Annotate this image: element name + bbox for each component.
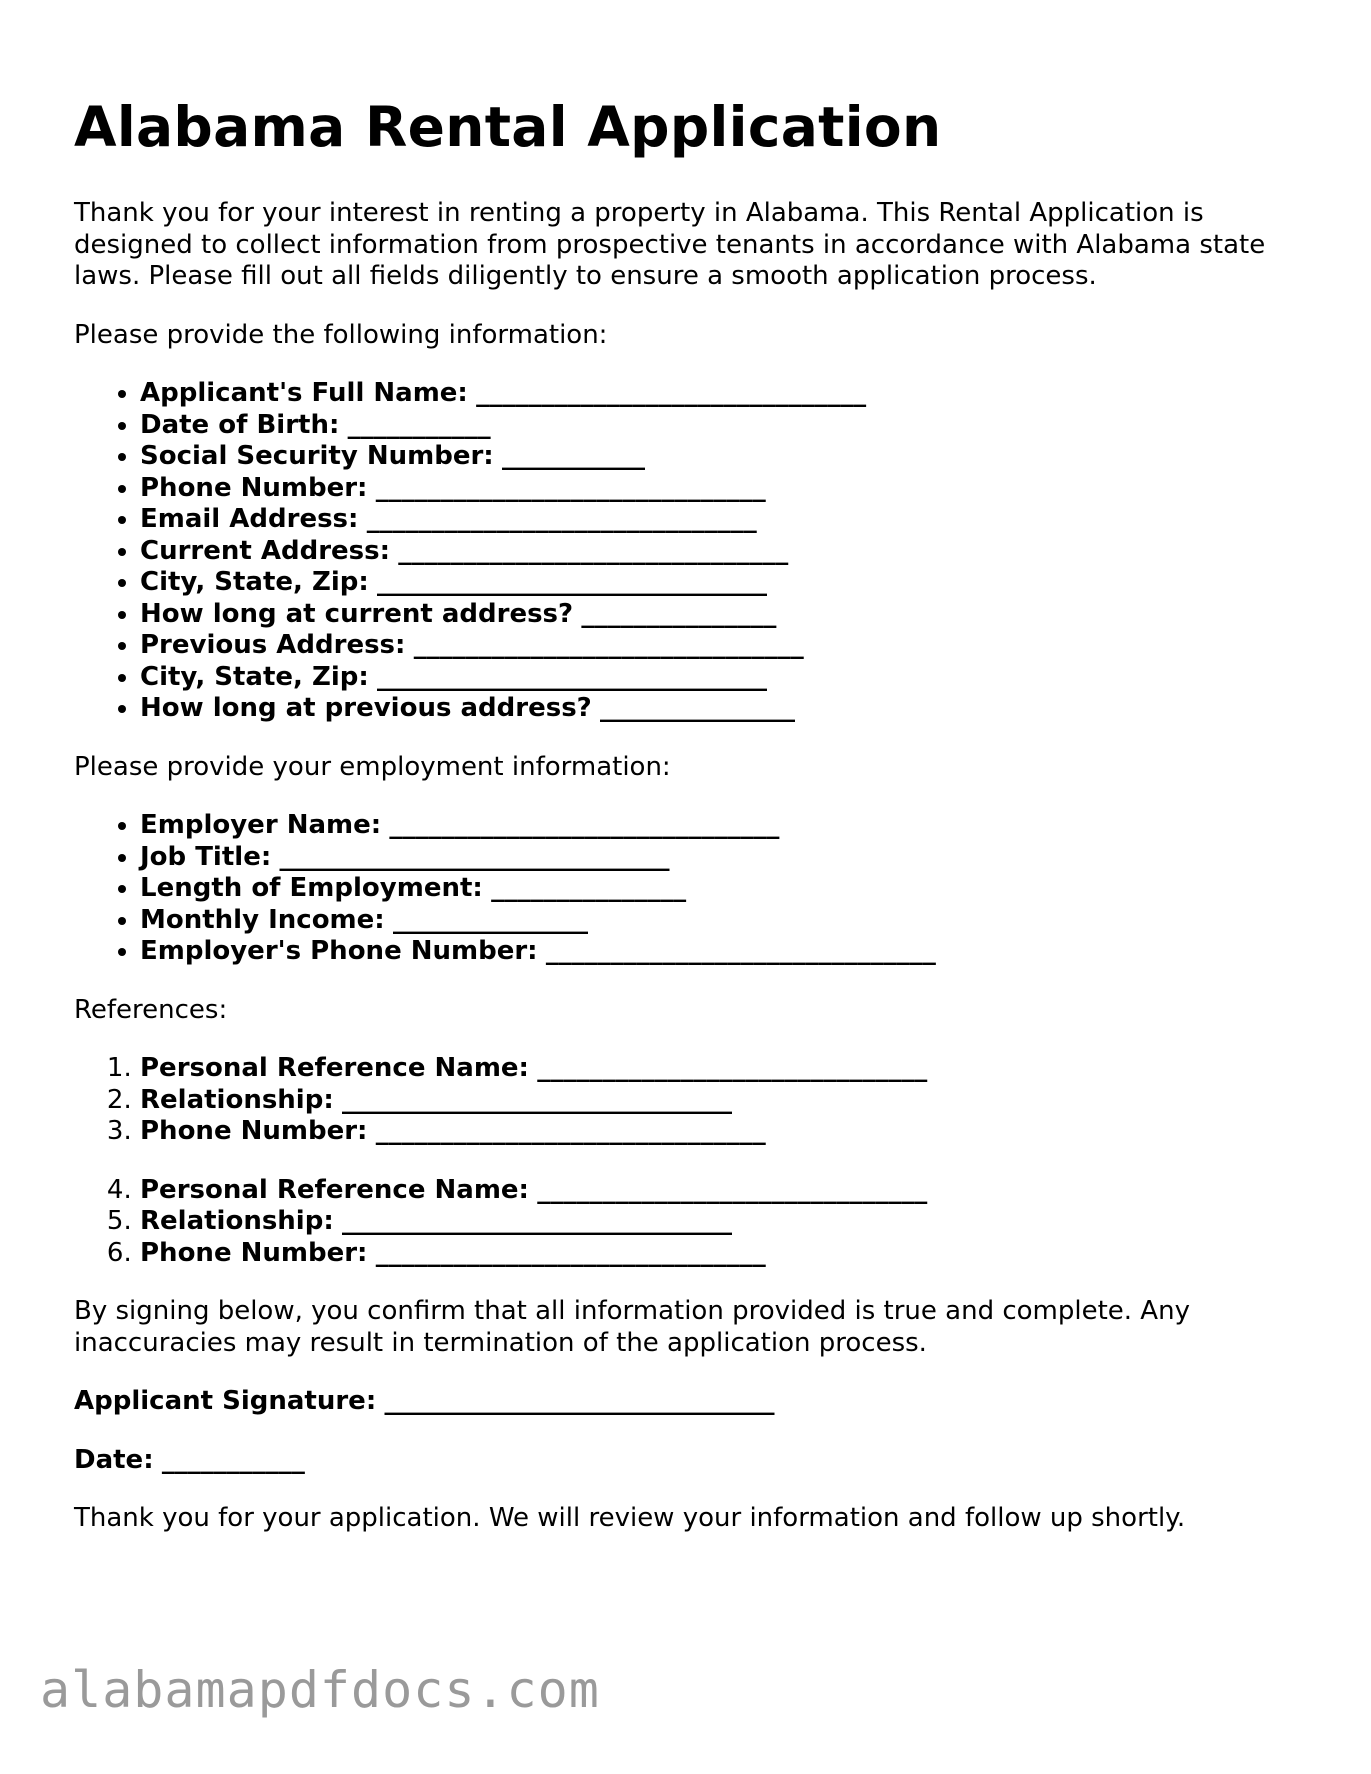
field-email-address bbox=[140, 504, 1304, 536]
field-current-address bbox=[140, 536, 1304, 568]
field-monthly-income bbox=[140, 905, 1304, 937]
field-label: Applicant's Full Name: bbox=[140, 378, 468, 408]
references-list-1 bbox=[74, 1053, 1304, 1148]
field-reference-name bbox=[140, 1175, 1304, 1207]
field-employer-phone bbox=[140, 936, 1304, 968]
signature-blank[interactable]: ______________________________ bbox=[384, 1386, 775, 1416]
field-label: Phone Number: bbox=[140, 1116, 368, 1146]
field-label: How long at current address? bbox=[140, 598, 574, 629]
field-ssn bbox=[140, 441, 1304, 473]
field-reference-phone bbox=[140, 1116, 1304, 1148]
field-length-of-employment bbox=[140, 873, 1304, 905]
fill-blank[interactable]: ______________________________ bbox=[342, 1206, 732, 1236]
field-label: Monthly Income: bbox=[140, 904, 385, 935]
fill-blank[interactable]: _______________ bbox=[600, 693, 796, 723]
employment-heading: Please provide your employment information: bbox=[74, 751, 671, 782]
field-label: Employer Name: bbox=[140, 810, 382, 840]
field-label: Phone Number: bbox=[140, 472, 368, 503]
fill-blank[interactable]: _______________ bbox=[491, 873, 687, 903]
field-current-city-state-zip bbox=[140, 567, 1304, 599]
signature-line bbox=[74, 1386, 1304, 1418]
field-employer-name bbox=[140, 810, 1304, 842]
signature-label: Applicant Signature: bbox=[74, 1386, 377, 1416]
fill-blank[interactable]: ______________________________ bbox=[398, 535, 789, 566]
fill-blank[interactable]: ______________________________ bbox=[342, 1084, 732, 1115]
fill-blank[interactable]: ______________________________ bbox=[375, 472, 766, 503]
field-label: How long at previous address? bbox=[140, 693, 592, 723]
closing-paragraph: Thank you for your application. We will review your information and follow up shortly. bbox=[74, 1503, 1186, 1533]
watermark: alabamapdfdocs.com bbox=[40, 1661, 600, 1719]
field-time-at-current-address bbox=[140, 599, 1304, 631]
fill-blank[interactable]: ______________________________ bbox=[377, 567, 768, 597]
field-label: City, State, Zip: bbox=[140, 661, 369, 692]
field-label: Relationship: bbox=[140, 1206, 334, 1236]
field-label: City, State, Zip: bbox=[140, 567, 369, 597]
field-label: Social Security Number: bbox=[140, 441, 494, 471]
field-label: Job Title: bbox=[140, 841, 272, 872]
field-label: Current Address: bbox=[140, 535, 391, 566]
fill-blank[interactable]: ______________________________ bbox=[366, 504, 757, 534]
field-full-name bbox=[140, 378, 1304, 410]
field-reference-relationship bbox=[140, 1206, 1304, 1238]
fill-blank[interactable]: _______________ bbox=[392, 904, 588, 935]
field-label: Employer's Phone Number: bbox=[140, 936, 538, 966]
fill-blank[interactable]: ______________________________ bbox=[537, 1053, 928, 1083]
fill-blank[interactable]: ______________________________ bbox=[413, 630, 804, 660]
fill-blank[interactable]: _______________ bbox=[581, 598, 777, 629]
fill-blank[interactable]: ______________________________ bbox=[375, 1237, 766, 1268]
field-reference-phone bbox=[140, 1238, 1304, 1270]
fill-blank[interactable]: ______________________________ bbox=[537, 1174, 928, 1205]
field-label: Previous Address: bbox=[140, 630, 406, 660]
references-list-2 bbox=[74, 1175, 1304, 1270]
field-label: Personal Reference Name: bbox=[140, 1174, 529, 1205]
confirmation-paragraph: By signing below, you confirm that all information provided is true and complete. Any inaccuracies may result in termination of the application process. bbox=[74, 1296, 1190, 1358]
field-previous-city-state-zip bbox=[140, 662, 1304, 694]
personal-info-list bbox=[74, 378, 1304, 725]
field-label: Relationship: bbox=[140, 1084, 334, 1115]
field-job-title bbox=[140, 842, 1304, 874]
field-phone-number bbox=[140, 473, 1304, 505]
intro-paragraph: Thank you for your interest in renting a property in Alabama. This Rental Application is designed to collect information from prospective tenants in accordance with Alabama state laws. Please fill out all fields diligently to ensure a smooth application process. bbox=[74, 198, 1266, 291]
fill-blank[interactable]: ______________________________ bbox=[476, 378, 867, 408]
date-label: Date: bbox=[74, 1444, 154, 1475]
fill-blank[interactable]: ______________________________ bbox=[377, 661, 768, 692]
employment-list bbox=[74, 810, 1304, 968]
field-label: Date of Birth: bbox=[140, 409, 340, 440]
page-title: Alabama Rental Application bbox=[74, 95, 942, 159]
field-label: Personal Reference Name: bbox=[140, 1053, 529, 1083]
fill-blank[interactable]: ______________________________ bbox=[545, 936, 936, 966]
fill-blank[interactable]: ___________ bbox=[347, 409, 491, 440]
field-reference-name bbox=[140, 1053, 1304, 1085]
field-label: Length of Employment: bbox=[140, 873, 483, 903]
field-date-of-birth bbox=[140, 410, 1304, 442]
fill-blank[interactable]: ______________________________ bbox=[389, 810, 780, 840]
document-page bbox=[74, 92, 1304, 1562]
fill-blank[interactable]: ______________________________ bbox=[375, 1116, 766, 1146]
field-time-at-previous-address bbox=[140, 693, 1304, 725]
fill-blank[interactable]: ______________________________ bbox=[279, 841, 670, 872]
date-blank[interactable]: ___________ bbox=[161, 1444, 305, 1475]
field-label: Email Address: bbox=[140, 504, 359, 534]
date-line bbox=[74, 1445, 1304, 1477]
references-heading: References: bbox=[74, 994, 228, 1025]
field-previous-address bbox=[140, 630, 1304, 662]
field-label: Phone Number: bbox=[140, 1237, 368, 1268]
fill-blank[interactable]: ___________ bbox=[501, 441, 645, 471]
personal-info-heading: Please provide the following information: bbox=[74, 319, 608, 350]
field-reference-relationship bbox=[140, 1085, 1304, 1117]
